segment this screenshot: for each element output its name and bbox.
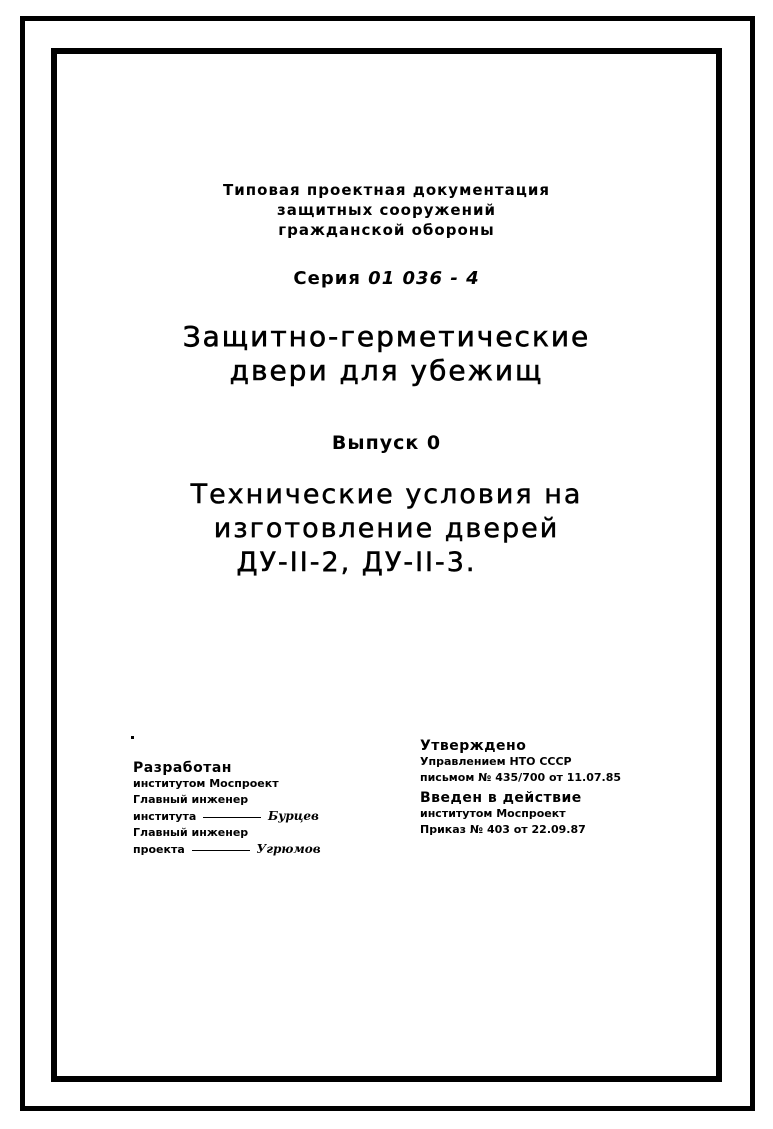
main-title-line-2: двери для убежищ — [229, 354, 544, 387]
main-title — [60, 320, 713, 388]
main-title-line-1: Защитно-герметические — [182, 320, 591, 353]
approved-letter: письмом № 435/700 от 11.07.85 — [420, 771, 622, 784]
project-label: проекта — [133, 843, 185, 856]
enacted-org: институтом Моспроект — [420, 807, 566, 820]
issue-label: Выпуск 0 — [331, 432, 442, 454]
project-row — [133, 841, 321, 858]
developed-block — [133, 760, 321, 858]
header-line-2: защитных сооружений — [277, 201, 496, 219]
subtitle — [60, 478, 713, 580]
header-block — [60, 180, 713, 240]
approved-by: Управлением НТО СССР — [420, 755, 572, 768]
signature-line-2 — [192, 850, 250, 851]
enacted-heading: Введен в действие — [420, 790, 582, 806]
subtitle-line-2: изготовление дверей — [213, 513, 560, 544]
chief-engineer-name: Бурцев — [267, 809, 319, 823]
signature-line — [203, 817, 261, 818]
chief-engineer-row — [133, 808, 321, 825]
series-number: 01 036 - 4 — [368, 268, 480, 289]
subtitle-line-3: ДУ-II-2, ДУ-II-3. — [236, 547, 477, 578]
approved-heading: Утверждено — [420, 738, 527, 754]
header-line-3: гражданской обороны — [278, 221, 495, 239]
chief-engineer-label: Главный инженер — [133, 793, 249, 806]
developed-org: институтом Моспроект — [133, 777, 279, 790]
series-label: Серия — [293, 268, 361, 289]
ink-dot — [131, 736, 134, 739]
header-line-1: Типовая проектная документация — [223, 181, 550, 199]
series-line — [60, 268, 713, 289]
project-engineer-label: Главный инженер — [133, 826, 249, 839]
subtitle-line-1: Технические условия на — [190, 479, 583, 510]
chief-engineer-institute: института — [133, 810, 197, 823]
developed-heading: Разработан — [133, 760, 232, 776]
enacted-order: Приказ № 403 от 22.09.87 — [420, 823, 586, 836]
approved-block — [420, 738, 621, 838]
project-name: Угрюмов — [256, 842, 321, 856]
